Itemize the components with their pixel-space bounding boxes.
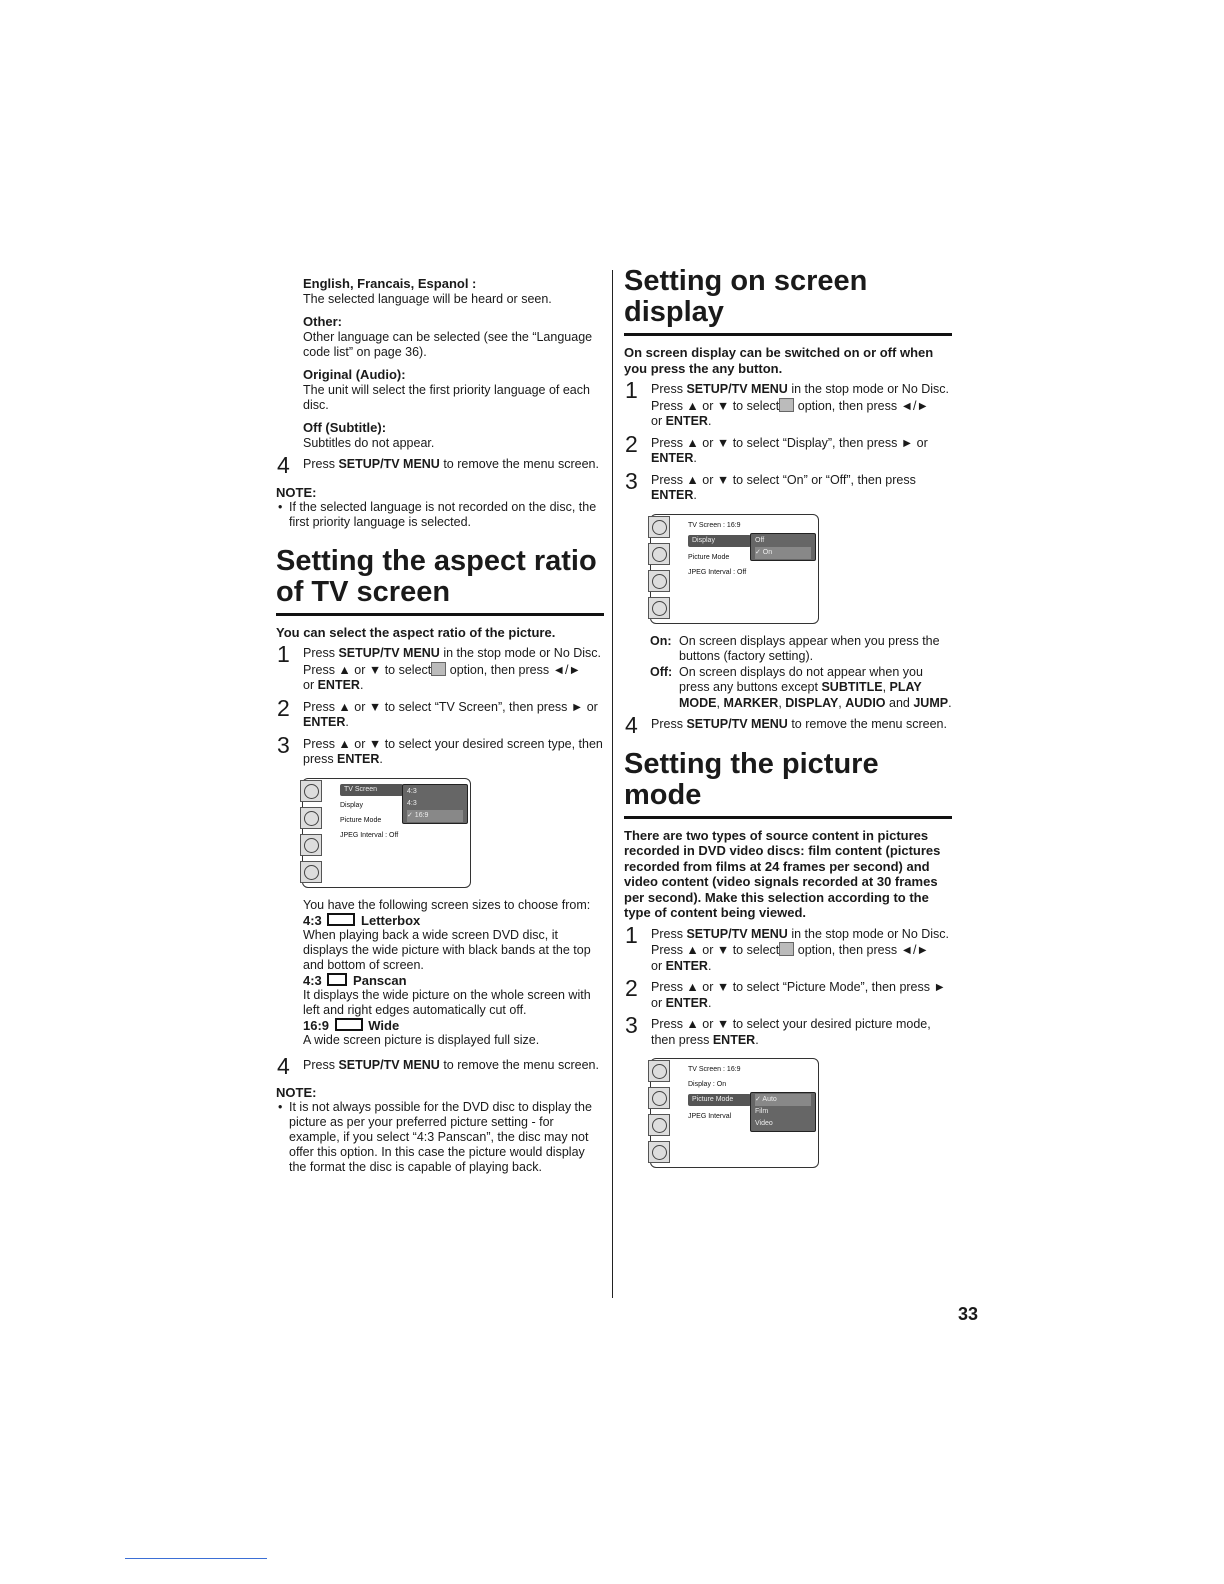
option-label: Off (Subtitle): [303,420,387,435]
step-2: 2 Press ▲ or ▼ to select “Picture Mode”, then press ► or ENTER. [625,975,946,1010]
screen-sizes: You have the following screen sizes to choose from: 4:3 Letterbox When playing back a wide screen DVD disc, it displays the wide picture with black bands at the top and bottom of screen. 4:3 Panscan It displays the wide picture on the whole screen with left and right edges automatically cut off. 16:9 Wide A wide screen picture is displayed full size. [276,898,604,1048]
menu-item: Picture Mode [688,553,730,561]
menu-item: JPEG Interval : Off [688,568,747,576]
size-label: 4:3 Panscan [303,972,407,988]
osd-menu-screenshot [650,514,819,626]
note-label: NOTE: [276,1085,317,1100]
menu-item: TV Screen : 16:9 [688,1066,741,1073]
step-4: 4 Press SETUP/TV MENU to remove the menu screen. [277,1052,599,1079]
step-2: 2 Press ▲ or ▼ to select “Display”, then press ► or ENTER. [625,430,928,465]
option-label: Other: [303,314,342,329]
right-column [624,266,952,1178]
section-title-picture-mode: Setting the picture mode [624,749,952,819]
picture-menu-icon [779,398,794,412]
step-1: 1 Press SETUP/TV MENU in the stop mode or No Disc. Press ▲ or ▼ to select option, then press ◄/► or ENTER. [625,377,950,428]
dropdown-options: ✓ Auto Film Video [750,1092,816,1132]
section-intro: There are two types of source content in pictures recorded in DVD video discs: film content (pictures recorded from films at 24 frames per second) and video content (video signals recorded at 30 frames per second). Make this selection according to the type of content being viewed. [624,827,941,920]
left-column [276,276,604,1175]
size-label: 4:3 Letterbox [303,912,421,928]
picture-menu-icon [431,662,446,676]
step-3: 3 Press ▲ or ▼ to select “On” or “Off”, then press ENTER. [625,467,916,502]
dropdown-options: 4:3 4:3 ✓ 16:9 [402,784,468,824]
menu-item: TV Screen : 16:9 [688,521,741,529]
footer-rule [125,1558,267,1559]
menu-item-highlighted: TV Screen [340,784,403,796]
step-3: 3 Press ▲ or ▼ to select your desired picture mode, then press ENTER. [625,1012,931,1047]
step-2: 2 Press ▲ or ▼ to select “TV Screen”, then press ► or ENTER. [277,694,598,729]
menu-item: Picture Mode [340,816,382,824]
note-text: • If the selected language is not recorded on the disc, the first priority language is selected. [276,500,604,530]
language-icon [300,780,322,802]
option-desc: Subtitles do not appear. [303,436,435,450]
picture-menu-icon [779,942,794,956]
def-on: On: On screen displays appear when you press the buttons (factory setting). [650,633,940,663]
menu-item-highlighted: Picture Mode [688,1094,751,1106]
section-intro: On screen display can be switched on or off when you press the any button. [624,345,934,376]
menu-item: Display [340,801,363,809]
option-label: English, Francais, Espanol : [303,276,477,291]
column-divider [612,270,613,1298]
parental-icon [648,1141,670,1163]
osd-menu-screenshot [302,778,471,890]
picture-icon [648,1087,670,1109]
audio-icon [300,834,322,856]
picture-icon [300,807,322,829]
audio-icon [648,570,670,592]
step-4: 4 Press SETUP/TV MENU to remove the menu screen. [277,452,599,478]
option-label: Original (Audio): [303,367,406,382]
step-4: 4 Press SETUP/TV MENU to remove the menu screen. [625,712,947,738]
page-number: 33 [958,1304,979,1324]
menu-item: JPEG Interval : Off [340,831,399,839]
language-options [276,276,604,451]
osd-menu-screenshot [650,1058,819,1170]
step-3: 3 Press ▲ or ▼ to select your desired screen type, then press ENTER. [277,731,603,766]
parental-icon [300,861,322,883]
size-label: 16:9 Wide [303,1017,400,1033]
section-intro: You can select the aspect ratio of the picture. [276,624,556,640]
menu-item: Display : On [688,1081,727,1088]
step-1: 1 Press SETUP/TV MENU in the stop mode or No Disc. Press ▲ or ▼ to select option, then press ◄/► or ENTER. [625,921,950,973]
note-label: NOTE: [276,484,317,500]
step-number: 4 [277,452,290,478]
step-1: 1 Press SETUP/TV MENU in the stop mode or No Disc. Press ▲ or ▼ to select option, then press ◄/► or ENTER. [277,641,602,692]
dropdown-options: Off ✓ On [750,533,816,561]
picture-icon [648,543,670,565]
section-title-osd: Setting on screen display [624,266,952,336]
note-text: • It is not always possible for the DVD disc to display the picture as per your preferred picture setting - for example, if you select “4:3 Panscan”, the disc may not offer this option. In this case the picture would display the format the disc is capable of playing back. [276,1100,604,1175]
language-icon [648,516,670,538]
parental-icon [648,597,670,619]
option-desc: The unit will select the first priority language of each disc. [303,383,590,412]
option-desc: Other language can be selected (see the “Language code list” on page 36). [303,330,593,359]
option-desc: The selected language will be heard or seen. [303,292,552,306]
menu-item: JPEG Interval [688,1113,732,1120]
audio-icon [648,1114,670,1136]
language-icon [648,1060,670,1082]
def-off: Off: On screen displays do not appear when you press any buttons except SUBTITLE, PLAY MODE, MARKER, DISPLAY, AUDIO and JUMP. [650,664,952,710]
section-title-aspect: Setting the aspect ratio of TV screen [276,546,604,616]
menu-item-highlighted: Display [688,535,751,547]
